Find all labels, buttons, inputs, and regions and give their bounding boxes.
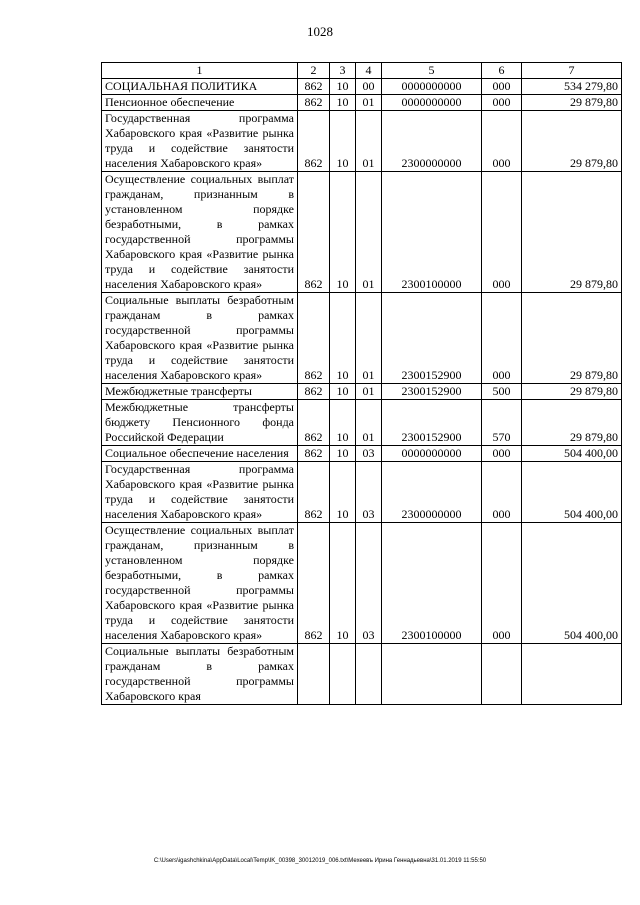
section-code: 10 xyxy=(330,523,356,644)
section-code: 10 xyxy=(330,111,356,172)
expense-type-code: 000 xyxy=(482,446,522,462)
page-number: 1028 xyxy=(307,24,333,39)
expense-type-code: 000 xyxy=(482,95,522,111)
section-code: 10 xyxy=(330,462,356,523)
section-code: 10 xyxy=(330,400,356,446)
section-code xyxy=(330,644,356,705)
amount: 29 879,80 xyxy=(522,400,622,446)
budget-table xyxy=(101,62,622,705)
row-description: Пенсионное обеспечение xyxy=(102,95,298,111)
subsection-code: 03 xyxy=(356,462,382,523)
column-header: 7 xyxy=(522,63,622,79)
table-row xyxy=(102,644,622,705)
row-description: Социальное обеспечение населения xyxy=(102,446,298,462)
admin-code: 862 xyxy=(298,95,330,111)
target-article-code: 0000000000 xyxy=(382,79,482,95)
subsection-code: 01 xyxy=(356,111,382,172)
amount xyxy=(522,644,622,705)
target-article-code: 2300100000 xyxy=(382,172,482,293)
amount: 504 400,00 xyxy=(522,446,622,462)
admin-code: 862 xyxy=(298,293,330,384)
subsection-code: 01 xyxy=(356,400,382,446)
expense-type-code: 500 xyxy=(482,384,522,400)
column-header: 5 xyxy=(382,63,482,79)
table-row xyxy=(102,172,622,293)
column-header: 2 xyxy=(298,63,330,79)
target-article-code: 2300000000 xyxy=(382,462,482,523)
admin-code: 862 xyxy=(298,384,330,400)
amount: 29 879,80 xyxy=(522,293,622,384)
admin-code: 862 xyxy=(298,462,330,523)
subsection-code: 00 xyxy=(356,79,382,95)
row-description: Социальные выплаты безработным гражданам в рамках государственной программы Хабаровского края xyxy=(102,644,298,705)
row-description: Государственная программа Хабаровского края «Развитие рынка труда и содействие занятости населения Хабаровского края» xyxy=(102,111,298,172)
row-description: Социальные выплаты безработным гражданам в рамках государственной программы Хабаровского края «Развитие рынка труда и содействие занятости населения Хабаровского края» xyxy=(102,293,298,384)
target-article-code xyxy=(382,644,482,705)
target-article-code: 2300152900 xyxy=(382,293,482,384)
amount: 534 279,80 xyxy=(522,79,622,95)
admin-code xyxy=(298,644,330,705)
row-description: Осуществление социальных выплат гражданам, признанным в установленном порядке безработными, в рамках государственной программы Хабаровского края «Развитие рынка труда и содействие занятости населения Хабаровского края» xyxy=(102,172,298,293)
subsection-code xyxy=(356,644,382,705)
admin-code: 862 xyxy=(298,172,330,293)
expense-type-code: 000 xyxy=(482,172,522,293)
admin-code: 862 xyxy=(298,446,330,462)
expense-type-code: 000 xyxy=(482,462,522,523)
table-row xyxy=(102,111,622,172)
target-article-code: 0000000000 xyxy=(382,95,482,111)
row-description: Государственная программа Хабаровского края «Развитие рынка труда и содействие занятости населения Хабаровского края» xyxy=(102,462,298,523)
expense-type-code: 000 xyxy=(482,79,522,95)
header-row xyxy=(102,63,622,79)
subsection-code: 01 xyxy=(356,95,382,111)
amount: 29 879,80 xyxy=(522,384,622,400)
column-header: 4 xyxy=(356,63,382,79)
subsection-code: 03 xyxy=(356,523,382,644)
column-header: 1 xyxy=(102,63,298,79)
section-code: 10 xyxy=(330,172,356,293)
subsection-code: 01 xyxy=(356,172,382,293)
section-code: 10 xyxy=(330,95,356,111)
admin-code: 862 xyxy=(298,523,330,644)
subsection-code: 03 xyxy=(356,446,382,462)
file-path-footer: C:\Users\igashchkina\AppData\Local\Temp\IK_00398_30012019_006.txt\Мехеевъ Ирина Геннадьевна\31.01.2019 11:55:50 xyxy=(153,858,487,864)
subsection-code: 01 xyxy=(356,384,382,400)
target-article-code: 2300152900 xyxy=(382,384,482,400)
row-description: Межбюджетные трансферты бюджету Пенсионного фонда Российской Федерации xyxy=(102,400,298,446)
section-code: 10 xyxy=(330,446,356,462)
section-code: 10 xyxy=(330,293,356,384)
target-article-code: 2300100000 xyxy=(382,523,482,644)
expense-type-code: 000 xyxy=(482,293,522,384)
column-header: 3 xyxy=(330,63,356,79)
expense-type-code: 000 xyxy=(482,523,522,644)
table-row xyxy=(102,384,622,400)
expense-type-code: 570 xyxy=(482,400,522,446)
table-row xyxy=(102,400,622,446)
target-article-code: 2300000000 xyxy=(382,111,482,172)
table-row xyxy=(102,523,622,644)
table-row xyxy=(102,293,622,384)
table-row xyxy=(102,446,622,462)
amount: 29 879,80 xyxy=(522,95,622,111)
section-code: 10 xyxy=(330,79,356,95)
amount: 29 879,80 xyxy=(522,111,622,172)
admin-code: 862 xyxy=(298,79,330,95)
column-header: 6 xyxy=(482,63,522,79)
expense-type-code: 000 xyxy=(482,111,522,172)
row-description: СОЦИАЛЬНАЯ ПОЛИТИКА xyxy=(102,79,298,95)
row-description: Осуществление социальных выплат гражданам, признанным в установленном порядке безработными, в рамках государственной программы Хабаровского края «Развитие рынка труда и содействие занятости населения Хабаровского края» xyxy=(102,523,298,644)
table-row xyxy=(102,462,622,523)
section-code: 10 xyxy=(330,384,356,400)
table-row xyxy=(102,95,622,111)
admin-code: 862 xyxy=(298,400,330,446)
amount: 504 400,00 xyxy=(522,462,622,523)
table-row xyxy=(102,79,622,95)
amount: 29 879,80 xyxy=(522,172,622,293)
row-description: Межбюджетные трансферты xyxy=(102,384,298,400)
target-article-code: 2300152900 xyxy=(382,400,482,446)
target-article-code: 0000000000 xyxy=(382,446,482,462)
subsection-code: 01 xyxy=(356,293,382,384)
admin-code: 862 xyxy=(298,111,330,172)
amount: 504 400,00 xyxy=(522,523,622,644)
expense-type-code xyxy=(482,644,522,705)
